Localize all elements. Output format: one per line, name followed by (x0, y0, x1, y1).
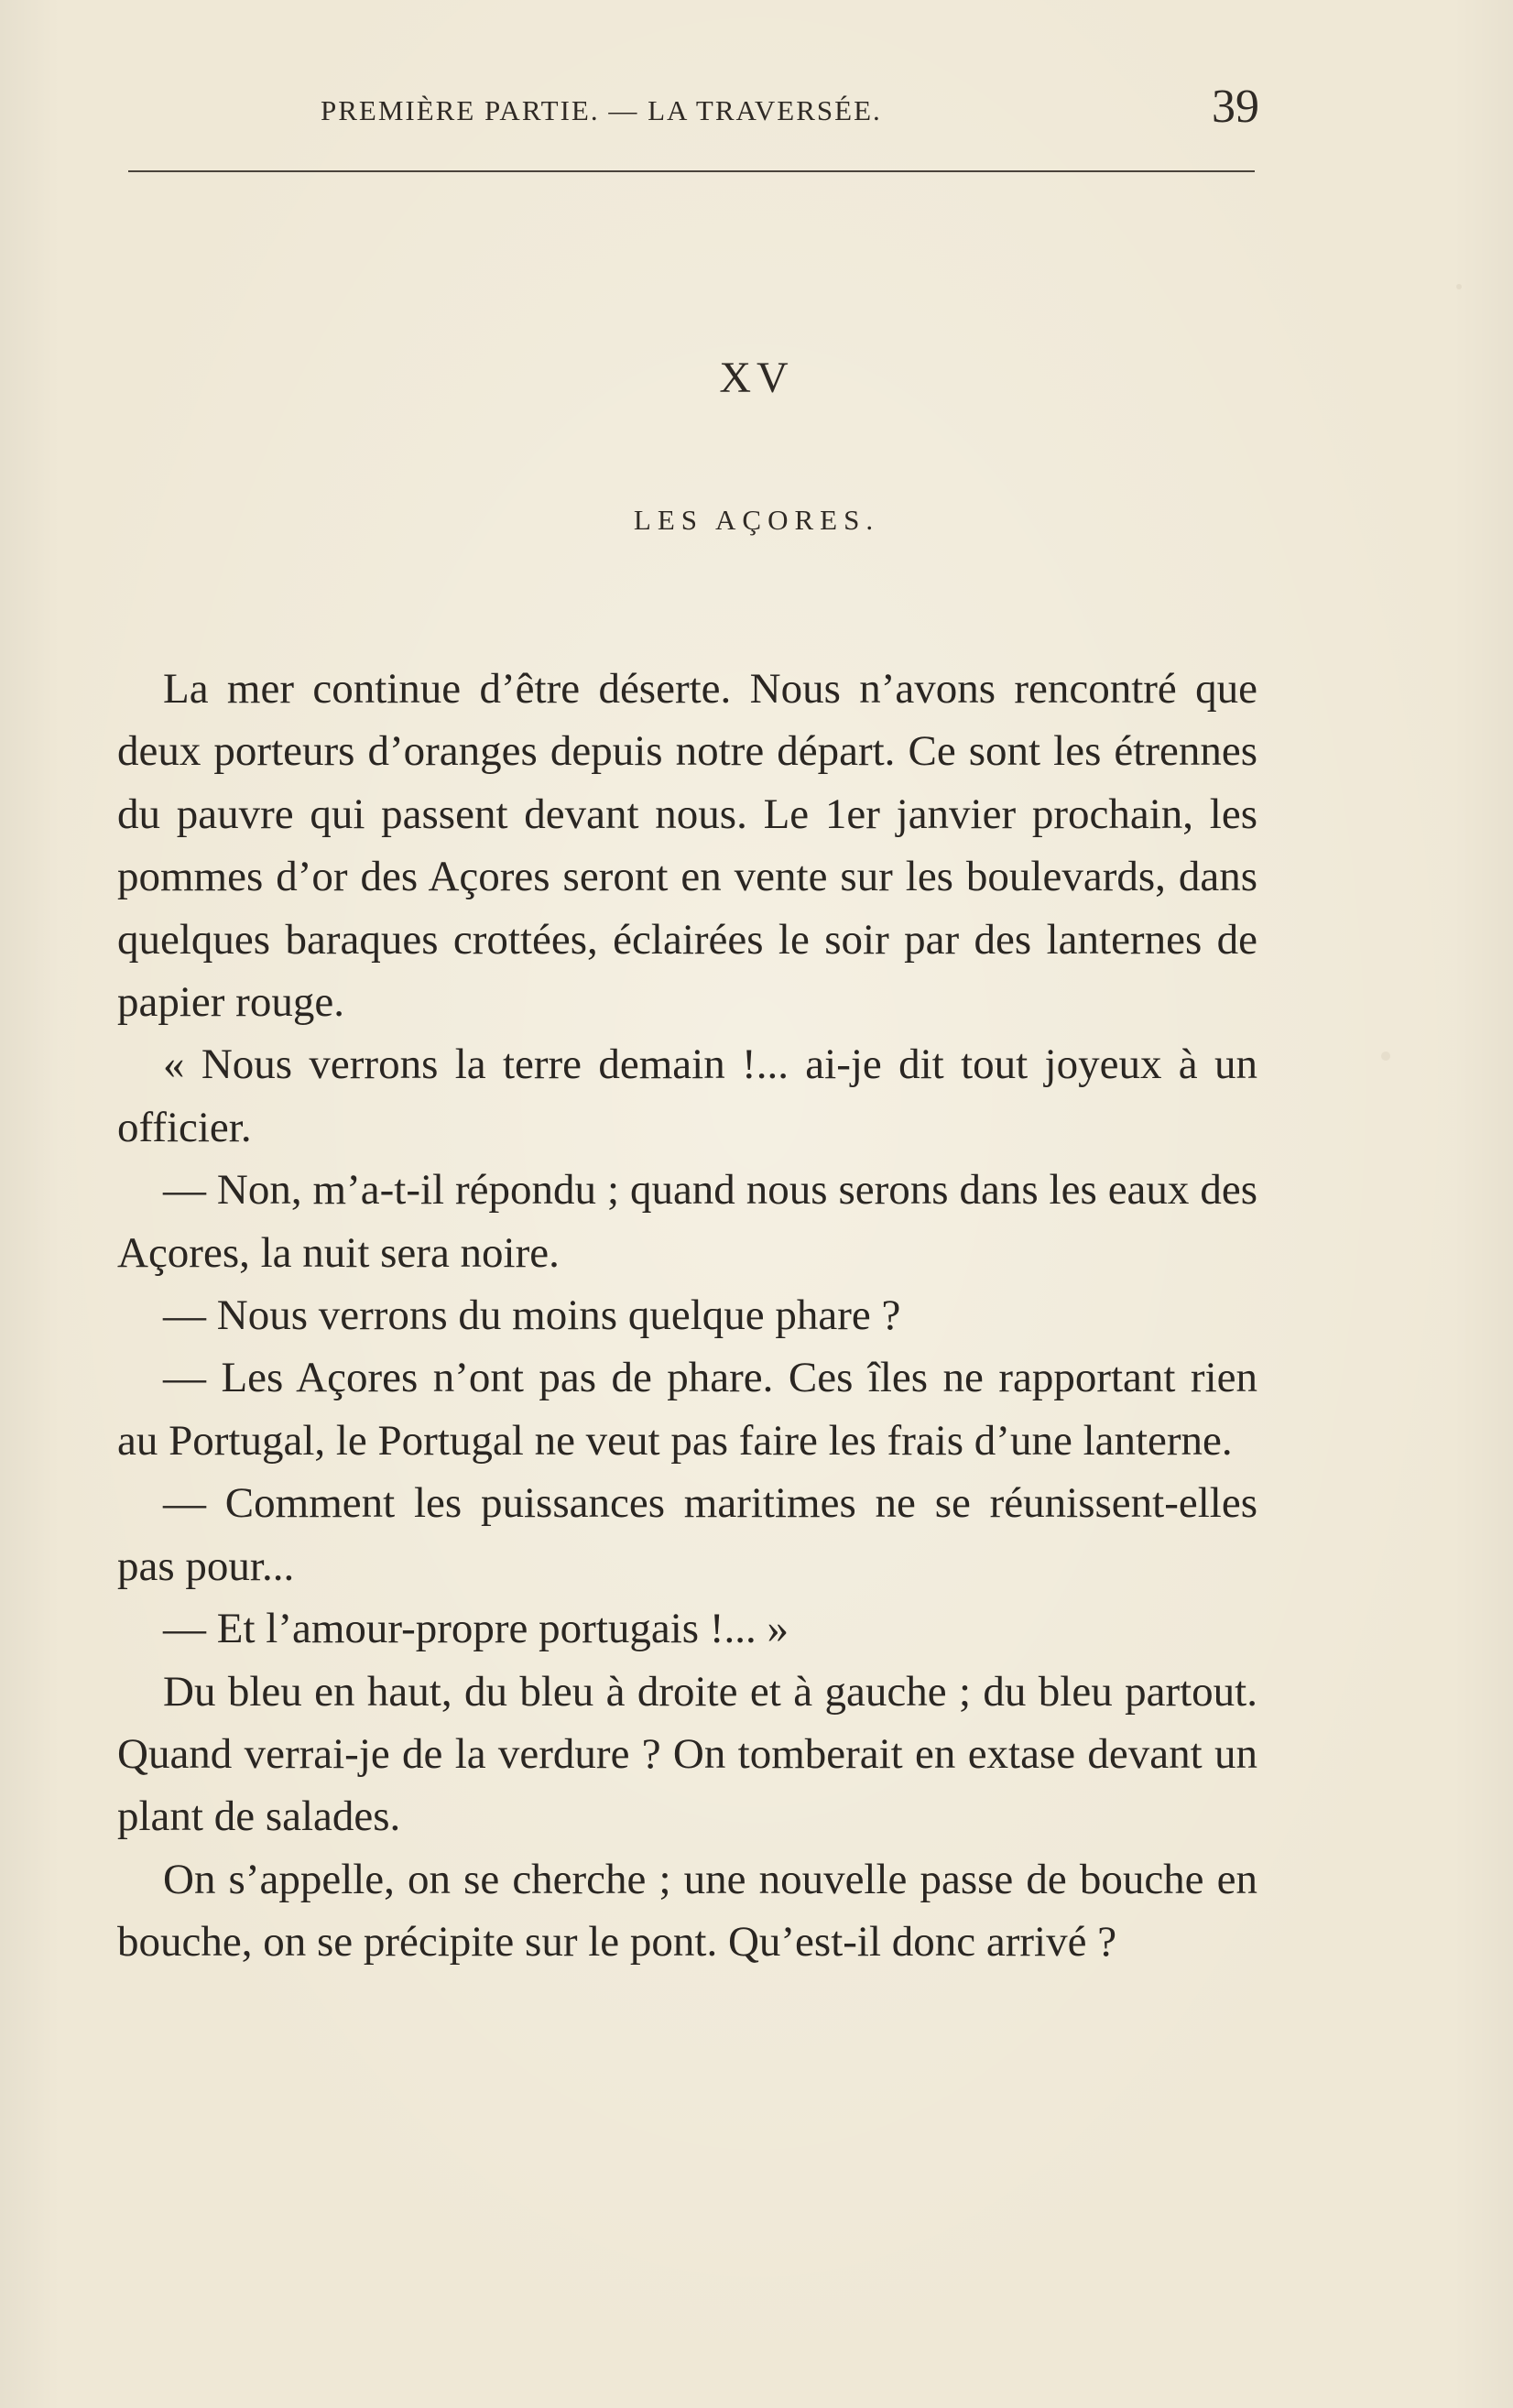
paragraph: Du bleu en haut, du bleu à droite et à gauche ; du bleu partout. Quand verrai-je de la verdure ? On tomberait en extase devant un plant de salades. (117, 1667, 1257, 1841)
paper-spot (1381, 1051, 1390, 1061)
paragraph: — Non, m’a-t-il répondu ; quand nous serons dans les eaux des Açores, la nuit sera noire. (117, 1166, 1257, 1277)
paragraph: La mer continue d’être déserte. Nous n’avons rencontré que deux porteurs d’oranges depuis notre départ. Ce sont les étrennes du pauvre qui passent devant nous. Le 1er janvier prochain, les pommes d’or des Açores seront en vente sur les boulevards, dans quelques baraques crottées, éclairées le soir par des lanternes de papier rouge. (117, 665, 1257, 1027)
paragraph: — Nous verrons du moins quelque phare ? (163, 1291, 901, 1340)
paragraph: — Et l’amour-propre portugais !... » (163, 1605, 789, 1653)
paragraph: — Comment les puissances maritimes ne se réunissent-elles pas pour... (117, 1479, 1257, 1590)
chapter-title: LES AÇORES. (633, 504, 880, 536)
chapter-number: XV (719, 354, 794, 402)
paragraph: « Nous verrons la terre demain !... ai-je dit tout joyeux à un officier. (117, 1041, 1257, 1151)
paragraph: On s’appelle, on se cherche ; une nouvelle passe de bouche en bouche, on se précipite sur le pont. Qu’est-il donc arrivé ? (117, 1855, 1257, 1967)
paper-spot (1456, 284, 1462, 289)
running-head: PREMIÈRE PARTIE. — LA TRAVERSÉE. (321, 94, 882, 126)
header-rule (128, 170, 1255, 172)
paragraph: — Les Açores n’ont pas de phare. Ces îles ne rapportant rien au Portugal, le Portugal ne veut pas faire les frais d’une lanterne. (117, 1354, 1257, 1465)
body-text (117, 658, 1257, 1974)
page-header (119, 81, 1259, 151)
page-number: 39 (1212, 81, 1259, 133)
